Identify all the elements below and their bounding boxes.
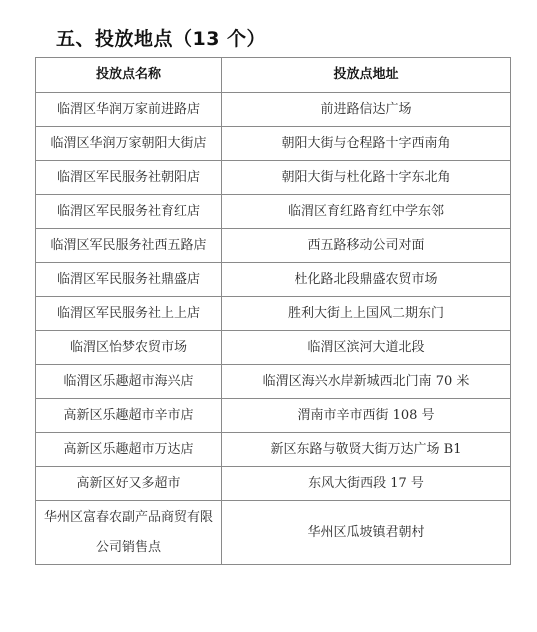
site-address: 华州区瓜坡镇君朝村 xyxy=(222,501,511,565)
site-address: 临渭区海兴水岸新城西北门南 70 米 xyxy=(222,365,511,399)
site-address: 新区东路与敬贤大街万达广场 B1 xyxy=(222,433,511,467)
table-row xyxy=(36,263,511,297)
drop-off-sites-table xyxy=(35,57,511,565)
site-name: 临渭区军民服务社鼎盛店 xyxy=(36,263,222,297)
site-name: 临渭区军民服务社上上店 xyxy=(36,297,222,331)
site-name: 临渭区华润万家朝阳大街店 xyxy=(36,127,222,161)
table-row xyxy=(36,93,511,127)
table-row xyxy=(36,331,511,365)
table-row xyxy=(36,467,511,501)
table-header-row xyxy=(36,58,511,93)
table-row xyxy=(36,229,511,263)
site-address: 朝阳大街与杜化路十字东北角 xyxy=(222,161,511,195)
site-name: 华州区富春农副产品商贸有限公司销售点 xyxy=(36,501,222,565)
site-name: 临渭区军民服务社育红店 xyxy=(36,195,222,229)
table-row xyxy=(36,399,511,433)
site-address: 临渭区育红路育红中学东邻 xyxy=(222,195,511,229)
site-name: 高新区乐趣超市万达店 xyxy=(36,433,222,467)
table-row xyxy=(36,127,511,161)
site-address: 杜化路北段鼎盛农贸市场 xyxy=(222,263,511,297)
table-row xyxy=(36,501,511,565)
site-address: 前进路信达广场 xyxy=(222,93,511,127)
site-address: 朝阳大街与仓程路十字西南角 xyxy=(222,127,511,161)
site-name: 临渭区军民服务社朝阳店 xyxy=(36,161,222,195)
table-row xyxy=(36,433,511,467)
site-name: 高新区乐趣超市辛市店 xyxy=(36,399,222,433)
site-address: 临渭区滨河大道北段 xyxy=(222,331,511,365)
site-name: 临渭区军民服务社西五路店 xyxy=(36,229,222,263)
site-address: 东风大街西段 17 号 xyxy=(222,467,511,501)
site-address: 胜利大街上上国风二期东门 xyxy=(222,297,511,331)
table-row xyxy=(36,365,511,399)
table-row xyxy=(36,195,511,229)
site-name: 高新区好又多超市 xyxy=(36,467,222,501)
table-row xyxy=(36,161,511,195)
site-name: 临渭区乐趣超市海兴店 xyxy=(36,365,222,399)
site-name: 临渭区怡梦农贸市场 xyxy=(36,331,222,365)
site-address: 西五路移动公司对面 xyxy=(222,229,511,263)
table-row xyxy=(36,297,511,331)
section-heading: 五、投放地点（13 个） xyxy=(56,28,267,50)
site-address: 渭南市辛市西街 108 号 xyxy=(222,399,511,433)
site-name: 临渭区华润万家前进路店 xyxy=(36,93,222,127)
column-header-name: 投放点名称 xyxy=(36,58,222,93)
column-header-address: 投放点地址 xyxy=(222,58,511,93)
